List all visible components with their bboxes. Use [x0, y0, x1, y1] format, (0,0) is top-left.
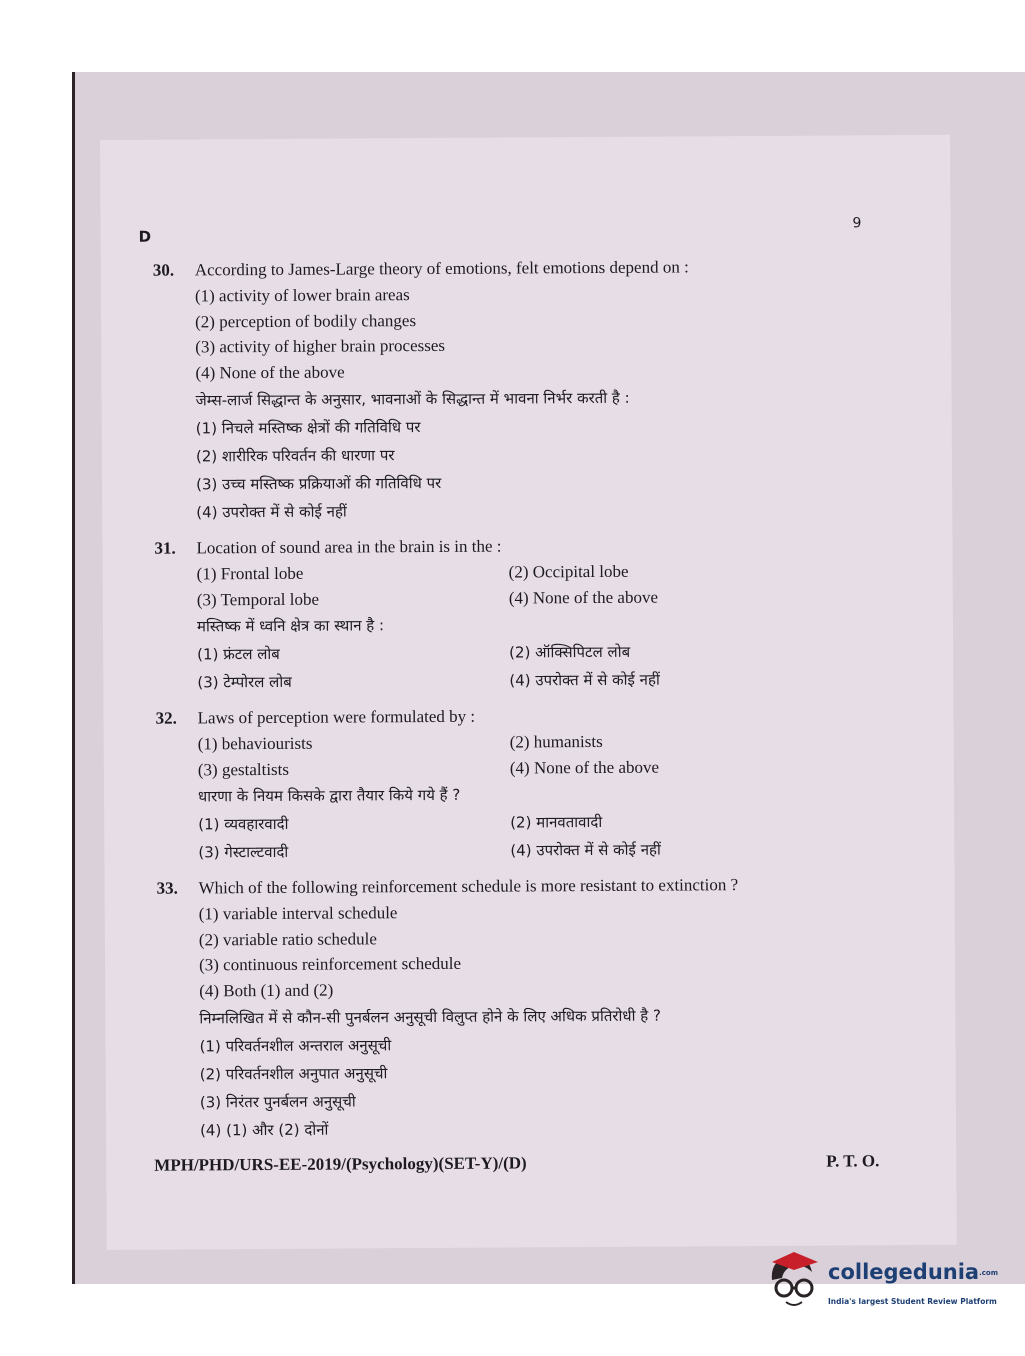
option: (4) None of the above — [508, 587, 659, 608]
question-31 — [154, 532, 821, 697]
option-hindi: (1) निचले मस्तिष्क क्षेत्रों की गतिविधि पर — [195, 418, 421, 438]
option: (3) Temporal lobe — [196, 589, 320, 610]
option-hindi: (4) उपरोक्त में से कोई नहीं — [510, 840, 661, 860]
option-hindi: (4) उपरोक्त में से कोई नहीं — [509, 670, 660, 690]
brand-suffix: .com — [979, 1269, 999, 1277]
question-number: 33. — [156, 878, 178, 898]
question-number: 32. — [155, 708, 177, 728]
brand-tagline: India's largest Student Review Platform — [828, 1297, 997, 1306]
brand-name: collegedunia — [828, 1260, 980, 1284]
question-text-hindi: निम्नलिखित में से कौन-सी पुनर्बलन अनुसूची विलुप्त होने के लिए अधिक प्रतिरोधी है ? — [199, 1006, 662, 1028]
option: (3) gestaltists — [197, 759, 290, 780]
pto-label: P. T. O. — [826, 1151, 880, 1171]
option-hindi: (2) मानवतावादी — [510, 813, 603, 832]
option: (1) variable interval schedule — [198, 902, 398, 924]
option: (1) behaviourists — [197, 733, 313, 754]
option: (4) None of the above — [195, 362, 345, 383]
set-label: D — [138, 227, 152, 246]
collegedunia-logo — [764, 1250, 1004, 1320]
option-hindi: (2) परिवर्तनशील अनुपात अनुसूची — [199, 1064, 388, 1084]
option-row-hindi — [155, 665, 821, 697]
question-text: Laws of perception were formulated by : — [197, 706, 476, 728]
option-row — [156, 753, 822, 783]
mascot-icon — [764, 1250, 824, 1318]
option-hindi: (3) गेस्टाल्टवादी — [198, 843, 289, 862]
scan-edge — [72, 72, 75, 1284]
option-hindi: (4) (1) और (2) दोनों — [199, 1120, 329, 1140]
option-hindi: (2) शारीरिक परिवर्तन की धारणा पर — [195, 446, 395, 466]
option-row-hindi — [156, 835, 822, 867]
question-number: 30. — [152, 260, 175, 280]
option: (4) None of the above — [509, 757, 660, 778]
page-number: 9 — [852, 215, 862, 232]
option: (2) humanists — [509, 731, 603, 752]
option-row — [155, 557, 821, 587]
option-row — [156, 727, 822, 757]
option: (3) continuous reinforcement schedule — [198, 954, 462, 975]
question-30 — [153, 254, 691, 526]
option: (2) Occipital lobe — [508, 561, 629, 582]
option-hindi: (3) टेम्पोरल लोब — [197, 673, 292, 692]
question-33 — [156, 872, 739, 1145]
question-number: 31. — [154, 538, 176, 558]
option-hindi: (2) ऑक्सिपिटल लोब — [509, 643, 631, 662]
option-hindi: (1) परिवर्तनशील अन्तराल अनुसूची — [199, 1036, 392, 1056]
question-text: Which of the following reinforcement schedule is more resistant to extinction ? — [198, 875, 739, 898]
option: (1) activity of lower brain areas — [194, 284, 410, 306]
option-hindi: (3) उच्च मस्तिष्क प्रक्रियाओं की गतिविधि पर — [196, 473, 442, 494]
exam-page — [100, 135, 957, 1250]
option-row-hindi — [155, 637, 821, 669]
question-text-hindi: जेम्स-लार्ज सिद्धान्त के अनुसार, भावनाओं के सिद्धान्त में भावना निर्भर करती है : — [195, 388, 630, 410]
paper-code: MPH/PHD/URS-EE-2019/(Psychology)(SET-Y)/(D) — [154, 1153, 527, 1175]
option-hindi: (3) निरंतर पुनर्बलन अनुसूची — [199, 1092, 356, 1112]
option: (2) perception of bodily changes — [195, 310, 417, 332]
option: (3) activity of higher brain processes — [195, 336, 446, 357]
question-text: According to James-Large theory of emotions, felt emotions depend on : — [194, 257, 689, 280]
option-hindi: (1) व्यवहारवादी — [198, 815, 289, 834]
option-hindi: (4) उपरोक्त में से कोई नहीं — [196, 502, 347, 522]
option-row — [155, 583, 821, 613]
question-text: Location of sound area in the brain is in the : — [196, 536, 502, 558]
question-text-hindi: धारणा के नियम किसके द्वारा तैयार किये गये हैं ? — [197, 786, 461, 806]
option: (4) Both (1) and (2) — [199, 980, 334, 1001]
question-32 — [155, 702, 822, 867]
option: (2) variable ratio schedule — [198, 928, 377, 950]
option: (1) Frontal lobe — [196, 563, 304, 584]
option-row-hindi — [156, 807, 822, 839]
option-hindi: (1) फ्रंटल लोब — [197, 645, 280, 664]
question-text-hindi: मस्तिष्क में ध्वनि क्षेत्र का स्थान है : — [196, 616, 385, 636]
